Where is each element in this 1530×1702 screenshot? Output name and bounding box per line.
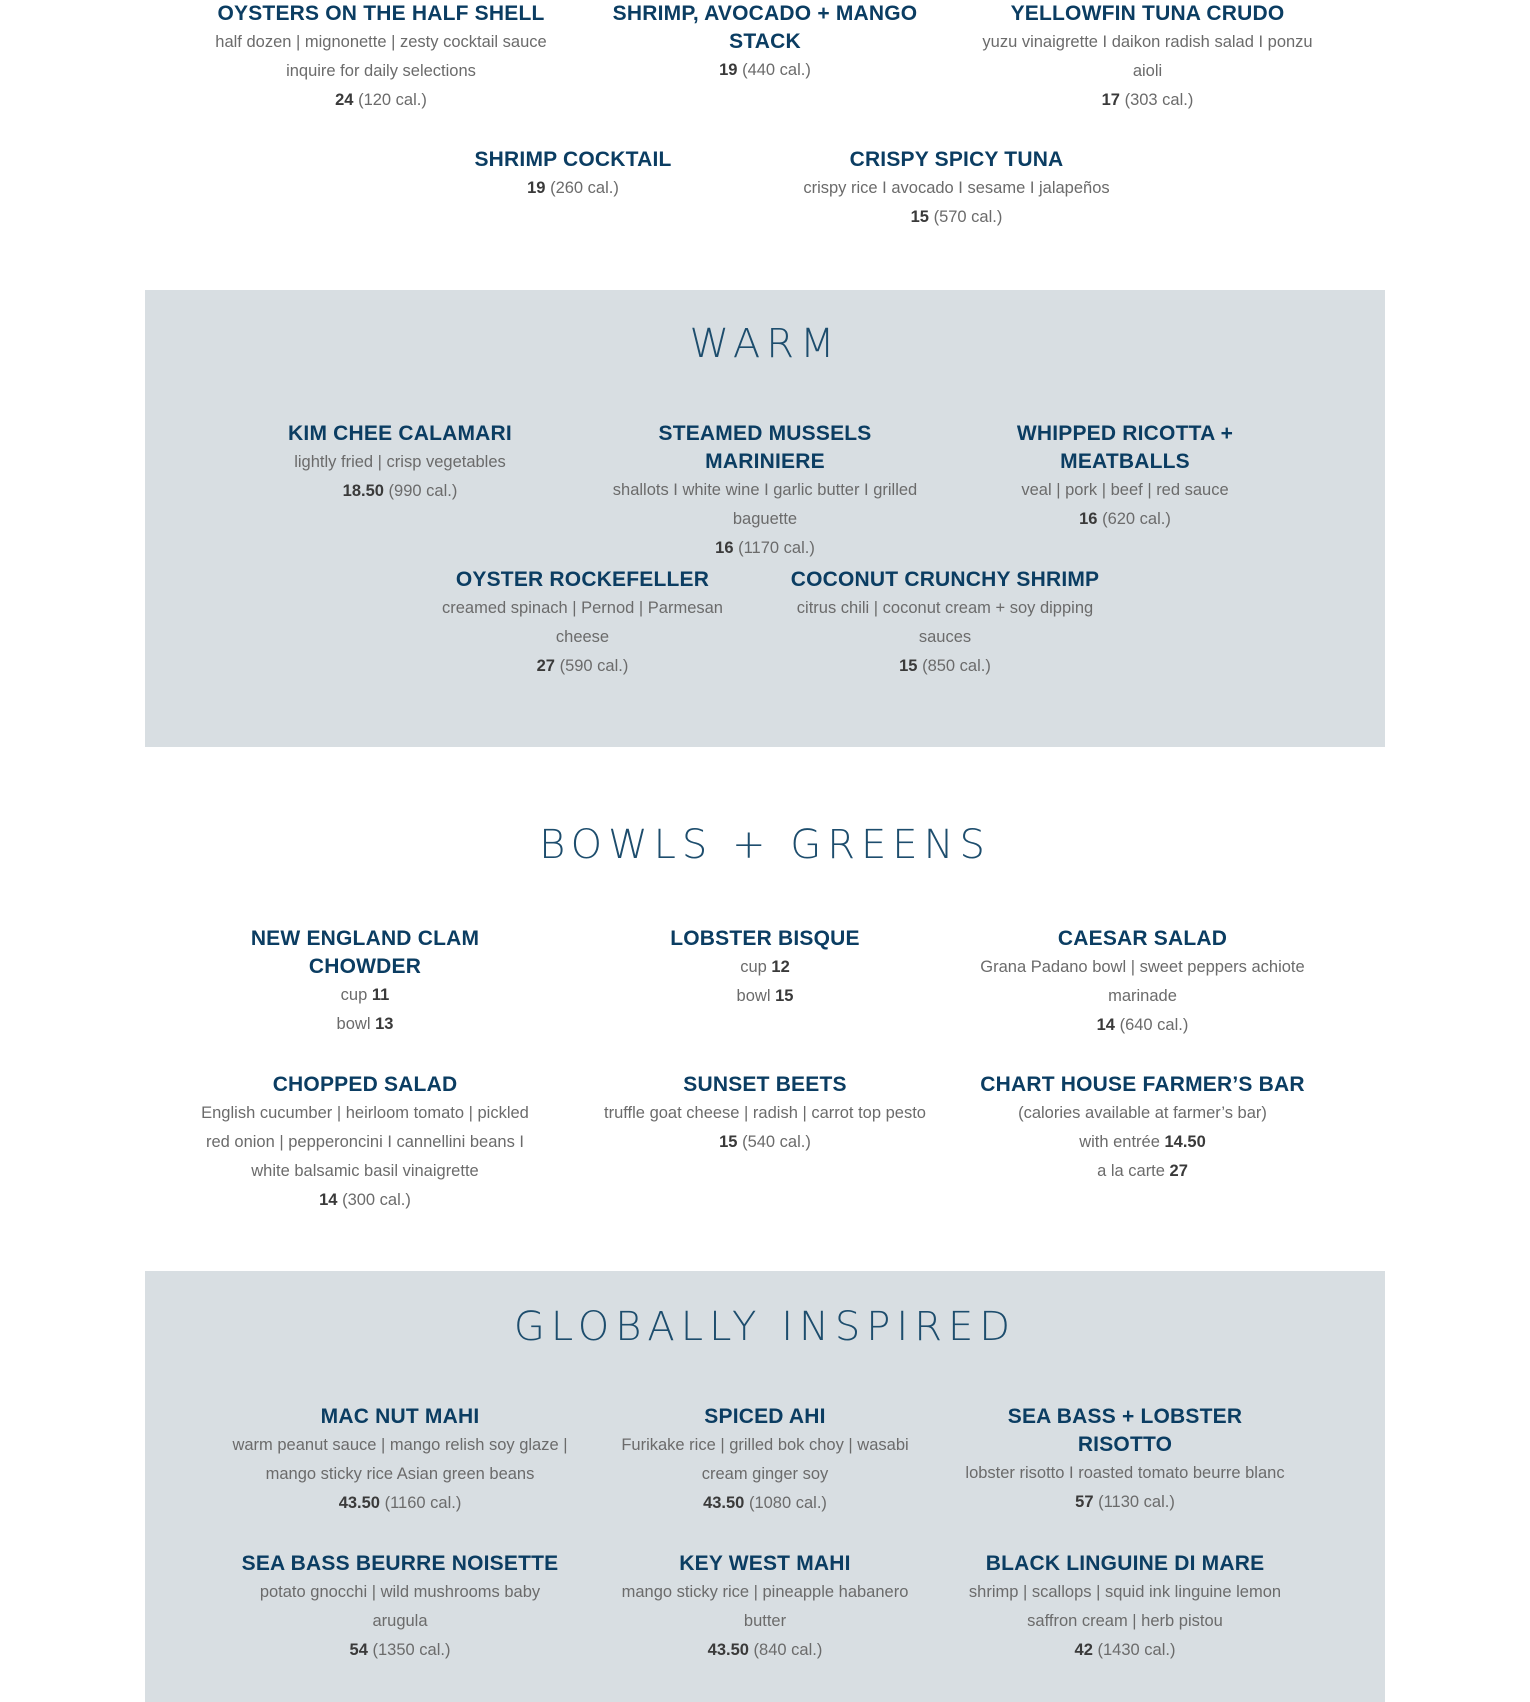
item-price-with-entree: with entrée 14.50 — [1079, 1133, 1206, 1151]
menu-item-kim-chee-calamari — [245, 420, 555, 506]
menu-item-clam-chowder — [200, 925, 530, 1039]
item-price: 14 (640 cal.) — [1096, 1016, 1189, 1034]
section-bowls-greens — [145, 747, 1385, 1271]
section-heading: WARM — [689, 321, 841, 367]
item-name: YELLOWFIN TUNA CRUDO — [1010, 2, 1285, 25]
item-price: 18.50 (990 cal.) — [342, 482, 458, 500]
item-description: lightly fried | crisp vegetables — [294, 453, 506, 471]
item-description: truffle goat cheese | radish | carrot top pesto — [604, 1104, 926, 1122]
menu-item-oyster-rockefeller — [435, 566, 730, 681]
item-price: 19 (440 cal.) — [719, 61, 811, 79]
menu-item-mac-nut-mahi — [230, 1403, 570, 1518]
item-price: 57 (1130 cal.) — [1075, 1493, 1175, 1511]
menu-item-chopped-salad — [200, 1071, 530, 1215]
section-heading: BOWLS + GREENS — [539, 822, 991, 868]
menu-item-caesar-salad — [975, 925, 1310, 1040]
item-name: SHRIMP COCKTAIL — [474, 148, 672, 171]
item-name: BLACK LINGUINE DI MARE — [985, 1552, 1265, 1575]
item-price-cup: cup 12 — [740, 958, 790, 976]
item-price: 43.50 (840 cal.) — [707, 1641, 823, 1659]
item-price: 15 (540 cal.) — [719, 1133, 811, 1151]
item-description: warm peanut sauce | mango relish soy glaze | mango sticky rice Asian green beans — [232, 1436, 568, 1483]
menu-item-shrimp-avocado-stack — [605, 0, 925, 85]
item-description: (calories available at farmer’s bar) — [1018, 1104, 1267, 1122]
item-price: 17 (303 cal.) — [1101, 91, 1194, 109]
item-price-bowl: bowl 15 — [736, 987, 794, 1005]
menu-item-coconut-crunchy-shrimp — [785, 566, 1105, 681]
item-name: KEY WEST MAHI — [679, 1552, 851, 1575]
item-description: crispy rice I avocado I sesame I jalapeños — [803, 179, 1110, 197]
item-name: CAESAR SALAD — [1057, 927, 1228, 950]
item-description: yuzu vinaigrette I daikon radish salad I ponzu aioli — [982, 33, 1313, 80]
item-price: 15 (850 cal.) — [899, 657, 991, 675]
item-price: 19 (260 cal.) — [527, 179, 619, 197]
item-price: 16 (1170 cal.) — [715, 539, 815, 557]
menu-item-farmers-bar — [975, 1071, 1310, 1186]
item-name: LOBSTER BISQUE — [670, 927, 860, 950]
item-price-a-la-carte: a la carte 27 — [1097, 1162, 1188, 1180]
item-name: CRISPY SPICY TUNA — [849, 148, 1064, 171]
item-name: SEA BASS + LOBSTER RISOTTO — [1007, 1405, 1243, 1456]
item-description: shrimp | scallops | squid ink linguine lemon saffron cream | herb pistou — [968, 1583, 1282, 1630]
menu-item-yellowfin-tuna-crudo — [975, 0, 1320, 115]
item-name: SHRIMP, AVOCADO + MANGO STACK — [612, 2, 918, 53]
menu-item-shrimp-cocktail — [430, 146, 716, 203]
item-name: CHOPPED SALAD — [272, 1073, 458, 1096]
item-name: SUNSET BEETS — [683, 1073, 847, 1096]
item-description: English cucumber | heirloom tomato | pickled red onion | pepperoncini I cannellini beans I white balsamic basil vinaigrette — [201, 1104, 529, 1180]
item-name: MAC NUT MAHI — [320, 1405, 480, 1428]
menu-item-spiced-ahi — [610, 1403, 920, 1518]
item-description: veal | pork | beef | red sauce — [1021, 481, 1229, 499]
item-description: shallots I white wine I garlic butter I grilled baguette — [612, 481, 918, 528]
menu-item-crispy-spicy-tuna — [790, 146, 1123, 232]
item-name: SEA BASS BEURRE NOISETTE — [241, 1552, 559, 1575]
item-description: lobster risotto I roasted tomato beurre blanc — [965, 1464, 1285, 1482]
item-name: OYSTER ROCKEFELLER — [455, 568, 710, 591]
item-price: 42 (1430 cal.) — [1074, 1641, 1176, 1659]
section-globally-inspired — [145, 1271, 1385, 1702]
item-description: potato gnocchi | wild mushrooms baby arugula — [259, 1583, 541, 1630]
menu-item-sea-bass-beurre-noisette — [240, 1550, 560, 1665]
item-price: 43.50 (1160 cal.) — [338, 1494, 462, 1512]
menu-item-black-linguine — [960, 1550, 1290, 1665]
menu-item-whipped-ricotta-meatballs — [960, 420, 1290, 534]
item-name: CHART HOUSE FARMER’S BAR — [980, 1073, 1305, 1096]
item-description: Furikake rice | grilled bok choy | wasabi cream ginger soy — [621, 1436, 909, 1483]
menu-item-sunset-beets — [595, 1071, 935, 1157]
item-price: 15 (570 cal.) — [910, 208, 1003, 226]
item-price: 24 (120 cal.) — [335, 91, 427, 109]
item-name: SPICED AHI — [704, 1405, 826, 1428]
item-description: Grana Padano bowl | sweet peppers achiote marinade — [980, 958, 1305, 1005]
item-description: citrus chili | coconut cream + soy dipping sauces — [796, 599, 1094, 646]
menu-item-lobster-bisque — [600, 925, 930, 1011]
item-description: creamed spinach | Pernod | Parmesan cheese — [442, 599, 723, 646]
item-price-bowl: bowl 13 — [336, 1015, 394, 1033]
item-name: NEW ENGLAND CLAM CHOWDER — [250, 927, 480, 978]
menu-item-sea-bass-lobster-risotto — [960, 1403, 1290, 1517]
item-price: 43.50 (1080 cal.) — [703, 1494, 827, 1512]
item-name: WHIPPED RICOTTA + MEATBALLS — [1016, 422, 1234, 473]
item-description: half dozen | mignonette | zesty cocktail sauce inquire for daily selections — [215, 33, 547, 80]
section-warm — [145, 290, 1385, 747]
section-heading: GLOBALLY INSPIRED — [513, 1304, 1017, 1350]
item-name: KIM CHEE CALAMARI — [288, 422, 512, 445]
menu-item-steamed-mussels — [600, 420, 930, 563]
item-price: 27 (590 cal.) — [536, 657, 629, 675]
item-description: mango sticky rice | pineapple habanero butter — [621, 1583, 909, 1630]
item-name: OYSTERS ON THE HALF SHELL — [217, 2, 545, 25]
item-price: 14 (300 cal.) — [319, 1191, 411, 1209]
menu-item-oysters — [200, 0, 562, 115]
item-price: 54 (1350 cal.) — [349, 1641, 451, 1659]
item-price: 16 (620 cal.) — [1079, 510, 1171, 528]
menu-item-key-west-mahi — [610, 1550, 920, 1665]
item-name: STEAMED MUSSELS MARINIERE — [658, 422, 872, 473]
item-name: COCONUT CRUNCHY SHRIMP — [790, 568, 1100, 591]
item-price-cup: cup 11 — [340, 986, 390, 1004]
